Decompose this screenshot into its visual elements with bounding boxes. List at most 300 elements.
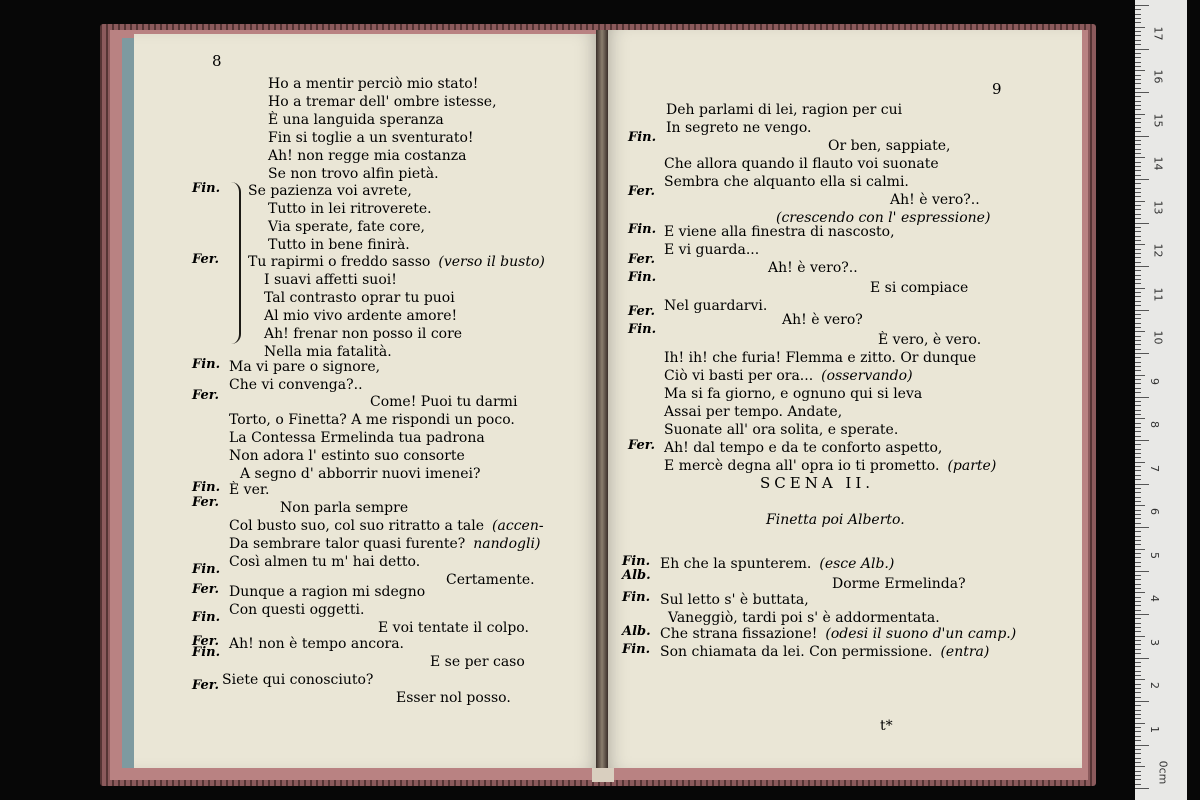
verse-line: [280, 500, 408, 516]
ruler-tick: [1135, 766, 1145, 767]
verse-line: [664, 368, 913, 384]
verse-text: È ver.: [229, 482, 270, 498]
ruler-tick: [1135, 9, 1141, 10]
speaker-label: Fin.: [192, 480, 221, 495]
verse-line: [828, 138, 950, 154]
stage-direction: nandogli): [473, 536, 541, 552]
left-page-number: 8: [212, 52, 222, 70]
ruler-number: 5: [1148, 551, 1161, 559]
ruler-tick: [1135, 427, 1141, 428]
ruler-tick: [1135, 131, 1141, 132]
verse-text: Son chiamata da lei. Con permissione.: [660, 644, 933, 660]
speaker-label: Fin.: [192, 645, 221, 660]
ruler-number: 11: [1151, 287, 1165, 301]
verse-line: [878, 332, 981, 348]
verse-text: Certamente.: [446, 572, 535, 588]
verse-line: [264, 290, 455, 306]
verse-line: [264, 308, 457, 324]
verse-line: [660, 556, 894, 572]
verse-line: [378, 620, 529, 636]
ruler-number: 0cm: [1156, 760, 1170, 785]
ruler-tick: [1135, 283, 1141, 284]
ruler-tick: [1135, 218, 1141, 219]
verse-text: Ah! dal tempo e da te conforto aspetto,: [664, 440, 943, 456]
ruler-tick: [1135, 631, 1141, 632]
verse-line: [268, 237, 410, 253]
ruler-number: 7: [1148, 464, 1161, 472]
verse-line: [664, 422, 898, 438]
ruler-tick: [1135, 697, 1141, 698]
verse-text: E si compiace: [870, 280, 969, 296]
verse-line: [268, 94, 497, 110]
ruler-tick: [1135, 327, 1141, 328]
ruler-tick: [1135, 179, 1149, 180]
speaker-label: Fer.: [192, 252, 219, 267]
ruler-tick: [1135, 658, 1149, 659]
ruler-tick: [1135, 675, 1141, 676]
speaker-label: Fin.: [628, 222, 657, 237]
speaker-label: Fin.: [622, 642, 651, 657]
speaker-label: Alb.: [622, 568, 651, 583]
verse-line: [782, 312, 863, 328]
speaker-label: Fin.: [628, 270, 657, 285]
verse-text: Così almen tu m' hai detto.: [229, 554, 421, 570]
ruler-tick: [1135, 353, 1149, 354]
ruler-number: 9: [1148, 377, 1161, 385]
ruler-tick: [1135, 270, 1141, 271]
ruler-tick: [1135, 723, 1145, 724]
ruler-tick: [1135, 514, 1141, 515]
ruler-tick: [1135, 249, 1141, 250]
verse-text: Da sembrare talor quasi furente?: [229, 536, 466, 552]
ruler-tick: [1135, 231, 1141, 232]
ruler-tick: [1135, 579, 1141, 580]
verse-text: Al mio vivo ardente amore!: [264, 308, 458, 324]
verse-text: Nel guardarvi.: [664, 298, 768, 314]
right-page-number: 9: [992, 80, 1002, 98]
ruler-tick: [1135, 627, 1141, 628]
ruler-number: 6: [1148, 508, 1161, 515]
verse-text: E viene alla finestra di nascosto,: [664, 224, 895, 240]
speaker-label: Alb.: [622, 624, 651, 639]
ruler-tick: [1135, 305, 1141, 306]
ruler-tick: [1135, 127, 1141, 128]
ruler-tick: [1135, 410, 1141, 411]
verse-text: Ah! non è tempo ancora.: [229, 636, 404, 652]
verse-text: Ih! ih! che furia! Flemma e zitto. Or dunque: [664, 350, 977, 366]
ruler-tick: [1135, 244, 1145, 245]
verse-text: E voi tentate il colpo.: [378, 620, 529, 636]
verse-text: Che strana fissazione!: [660, 626, 818, 642]
ruler-tick: [1135, 292, 1141, 293]
verse-text: Vaneggiò, tardi poi s' è addormentata.: [668, 610, 940, 626]
verse-line: [229, 448, 465, 464]
ruler-tick: [1135, 614, 1149, 615]
ruler-tick: [1135, 588, 1141, 589]
ruler-tick: [1135, 718, 1141, 719]
ruler-tick: [1135, 431, 1141, 432]
ruler-tick: [1135, 788, 1149, 789]
ruler-number: 8: [1148, 421, 1161, 428]
ruler-tick: [1135, 671, 1141, 672]
ruler-tick: [1135, 549, 1145, 550]
ruler-tick: [1135, 49, 1149, 50]
speaker-label: Fin.: [628, 130, 657, 145]
verse-line: [664, 386, 922, 402]
ruler-tick: [1135, 623, 1141, 624]
verse-text: Sembra che alquanto ella si calmi.: [664, 174, 909, 190]
ruler-tick: [1135, 88, 1141, 89]
verse-line: [229, 412, 515, 428]
ruler-tick: [1135, 536, 1141, 537]
verse-text: Ho a mentir perciò mio stato!: [268, 76, 479, 92]
ruler-tick: [1135, 501, 1141, 502]
verse-line: [264, 272, 397, 288]
ruler-tick: [1135, 344, 1141, 345]
book-gutter: [596, 30, 608, 775]
signature-mark: t*: [880, 718, 893, 734]
verse-line: [268, 219, 425, 235]
ruler-tick: [1135, 170, 1141, 171]
verse-text: È vero, è vero.: [878, 332, 982, 348]
ruler-number: 15: [1151, 113, 1165, 127]
verse-text: Sul letto s' è buttata,: [660, 592, 809, 608]
verse-line: [268, 166, 439, 182]
ruler-tick: [1135, 544, 1141, 545]
scene-subtitle: Finetta poi Alberto.: [766, 512, 905, 528]
ruler-tick: [1135, 562, 1141, 563]
ruler-tick: [1135, 53, 1141, 54]
verse-line: [660, 644, 989, 660]
verse-text: Tu rapirmi o freddo sasso: [248, 254, 431, 270]
verse-text: Se non trovo alfin pietà.: [268, 166, 439, 182]
ruler-number: 4: [1148, 595, 1161, 602]
speaker-label: Fer.: [192, 634, 219, 649]
verse-line: [268, 148, 466, 164]
verse-text: Non adora l' estinto suo consorte: [229, 448, 465, 464]
verse-line: [229, 636, 404, 652]
verse-text: Tutto in bene finirà.: [268, 237, 410, 253]
verse-line: [664, 242, 759, 258]
ruler-tick: [1135, 649, 1141, 650]
verse-text: Tutto in lei ritroverete.: [268, 201, 432, 217]
ruler-tick: [1135, 27, 1145, 28]
ruler-tick: [1135, 196, 1141, 197]
ruler-tick: [1135, 209, 1141, 210]
ruler-tick: [1135, 571, 1149, 572]
ruler-tick: [1135, 101, 1141, 102]
speaker-label: Fin.: [622, 554, 651, 569]
verse-text: Ma si fa giorno, e ognuno qui si leva: [664, 386, 923, 402]
ruler-tick: [1135, 745, 1149, 746]
ruler-tick: [1135, 109, 1141, 110]
speaker-label: Fer.: [628, 252, 655, 267]
verse-text: E vi guarda...: [664, 242, 760, 258]
ruler-tick: [1135, 388, 1141, 389]
speaker-label: Fer.: [192, 495, 219, 510]
ruler-tick: [1135, 692, 1141, 693]
ruler-tick: [1135, 566, 1141, 567]
ruler-tick: [1135, 705, 1141, 706]
verse-line: [229, 359, 380, 375]
verse-text: Ah! è vero?..: [890, 192, 980, 208]
verse-line: [248, 183, 412, 199]
ruler-tick: [1135, 183, 1141, 184]
verse-text: Col busto suo, col suo ritratto a tale: [229, 518, 485, 534]
verse-line: [446, 572, 535, 588]
verse-line: [890, 192, 980, 208]
stage-direction: (parte): [947, 458, 997, 474]
ruler-tick: [1135, 275, 1141, 276]
verse-line: [430, 654, 525, 670]
verse-text: Torto, o Finetta? A me rispondi un poco.: [229, 412, 515, 428]
ruler-tick: [1135, 688, 1141, 689]
ruler-tick: [1135, 296, 1141, 297]
ruler-tick: [1135, 518, 1141, 519]
verse-line: [664, 404, 842, 420]
speaker-label: Fin.: [628, 322, 657, 337]
ruler-number: 12: [1151, 243, 1165, 258]
verse-line: [264, 344, 392, 360]
ruler-tick: [1135, 340, 1141, 341]
verse-line: [664, 458, 996, 474]
ruler-tick: [1135, 105, 1141, 106]
speaker-label: Fer.: [192, 388, 219, 403]
speaker-label: Fin.: [192, 357, 221, 372]
verse-line: [264, 326, 462, 342]
speaker-label: Fin.: [192, 181, 221, 196]
ruler-tick: [1135, 253, 1141, 254]
ruler-tick: [1135, 188, 1141, 189]
ruler-tick: [1135, 597, 1141, 598]
verse-text: Ah! frenar non posso il core: [264, 326, 463, 342]
speaker-label: Fin.: [192, 610, 221, 625]
verse-line: [666, 102, 902, 118]
ruler-tick: [1135, 118, 1141, 119]
ruler-tick: [1135, 323, 1141, 324]
verse-text: Ma vi pare o signore,: [229, 359, 381, 375]
ruler-tick: [1135, 166, 1141, 167]
ruler-number: 16: [1151, 69, 1165, 84]
ruler-tick: [1135, 484, 1149, 485]
verse-line: [222, 672, 373, 688]
speaker-label: Fin.: [192, 562, 221, 577]
verse-text: Con questi oggetti.: [229, 602, 365, 618]
verse-line: [229, 377, 363, 393]
ruler-tick: [1135, 201, 1145, 202]
ruler-tick: [1135, 40, 1141, 41]
ruler-tick: [1135, 684, 1141, 685]
verse-line: [229, 554, 420, 570]
ruler-tick: [1135, 453, 1141, 454]
ruler-tick: [1135, 318, 1141, 319]
ruler-tick: [1135, 397, 1149, 398]
ruler-tick: [1135, 497, 1141, 498]
ruler-tick: [1135, 66, 1141, 67]
ruler-tick: [1135, 149, 1141, 150]
ruler-tick: [1135, 436, 1141, 437]
ruler-tick: [1135, 301, 1141, 302]
ruler-tick: [1135, 592, 1145, 593]
speaker-label: Fer.: [628, 304, 655, 319]
ruler-tick: [1135, 240, 1141, 241]
ruler-tick: [1135, 157, 1145, 158]
ruler-tick: [1135, 771, 1141, 772]
verse-line: [240, 466, 480, 482]
speaker-label: Fer.: [628, 438, 655, 453]
ruler-tick: [1135, 740, 1141, 741]
ruler-tick: [1135, 584, 1141, 585]
ruler-tick: [1135, 144, 1141, 145]
ruler-tick: [1135, 553, 1141, 554]
spine-headband: [592, 768, 614, 782]
verse-line: [664, 174, 909, 190]
scene-title: SCENA II.: [760, 474, 875, 492]
ruler-number: 13: [1151, 200, 1165, 214]
ruler-tick: [1135, 379, 1141, 380]
verse-text: Eh che la spunterem.: [660, 556, 812, 572]
verse-text: I suavi affetti suoi!: [264, 272, 397, 288]
ruler-tick: [1135, 662, 1141, 663]
ruler-tick: [1135, 288, 1145, 289]
verse-line: [396, 690, 511, 706]
ruler-tick: [1135, 449, 1141, 450]
ruler-tick: [1135, 257, 1141, 258]
ruler-tick: [1135, 140, 1141, 141]
ruler-tick: [1135, 540, 1141, 541]
verse-line: [664, 224, 895, 240]
verse-text: Ah! è vero?..: [768, 260, 858, 276]
ruler-tick: [1135, 70, 1145, 71]
verse-text: Siete qui conosciuto?: [222, 672, 374, 688]
ruler-number: 17: [1151, 26, 1165, 40]
ruler-tick: [1135, 357, 1141, 358]
ruler-tick: [1135, 96, 1141, 97]
verse-text: Che vi convenga?..: [229, 377, 363, 393]
ruler-tick: [1135, 736, 1141, 737]
speaker-label: Fer.: [628, 184, 655, 199]
verse-line: [268, 201, 432, 217]
verse-line: [666, 120, 811, 136]
ruler-tick: [1135, 605, 1141, 606]
speaker-label: Fer.: [192, 678, 219, 693]
ruler-tick: [1135, 492, 1141, 493]
ruler-tick: [1135, 18, 1141, 19]
ruler-tick: [1135, 162, 1141, 163]
ruler-tick: [1135, 331, 1145, 332]
verse-line: [660, 626, 1016, 642]
verse-text: E se per caso: [430, 654, 525, 670]
ruler-tick: [1135, 153, 1141, 154]
verse-text: Non parla sempre: [280, 500, 409, 516]
verse-line: [248, 254, 545, 270]
ruler-tick: [1135, 75, 1141, 76]
verse-line: [229, 482, 269, 498]
ruler-number: 2: [1148, 682, 1161, 689]
ruler-tick: [1135, 362, 1141, 363]
ruler-tick: [1135, 457, 1141, 458]
ruler-tick: [1135, 727, 1141, 728]
ruler-tick: [1135, 444, 1141, 445]
ruler-tick: [1135, 640, 1141, 641]
ruler-tick: [1135, 136, 1149, 137]
ruler-tick: [1135, 405, 1141, 406]
verse-line: [229, 584, 425, 600]
ruler-tick: [1135, 192, 1141, 193]
ruler-number: 10: [1151, 330, 1165, 345]
ruler-tick: [1135, 527, 1149, 528]
verse-line: [229, 518, 544, 534]
verse-text: Dunque a ragion mi sdegno: [229, 584, 426, 600]
ruler-tick: [1135, 601, 1141, 602]
ruler-tick: [1135, 370, 1141, 371]
ruler-tick: [1135, 749, 1141, 750]
verse-line: [660, 592, 809, 608]
verse-line: [664, 156, 939, 172]
speaker-label: Fer.: [192, 582, 219, 597]
verse-line: [268, 130, 474, 146]
ruler-tick: [1135, 636, 1145, 637]
ruler-tick: [1135, 214, 1141, 215]
verse-text: Tal contrasto oprar tu puoi: [264, 290, 455, 306]
ruler-tick: [1135, 779, 1141, 780]
verse-text: Esser nol posso.: [396, 690, 511, 706]
ruler-tick: [1135, 349, 1141, 350]
ruler-tick: [1135, 701, 1149, 702]
ruler-tick: [1135, 479, 1141, 480]
verse-text: Se pazienza voi avrete,: [248, 183, 412, 199]
ruler-tick: [1135, 762, 1141, 763]
ruler-tick: [1135, 423, 1141, 424]
measurement-ruler: [1135, 0, 1187, 800]
ruler-tick: [1135, 475, 1141, 476]
ruler-tick: [1135, 279, 1141, 280]
ruler-tick: [1135, 531, 1141, 532]
verse-line: [668, 610, 940, 626]
ruler-tick: [1135, 775, 1141, 776]
ruler-tick: [1135, 679, 1145, 680]
verse-text: Fin si toglie a un sventurato!: [268, 130, 474, 146]
ruler-tick: [1135, 466, 1141, 467]
verse-text: Suonate all' ora solita, e sperate.: [664, 422, 899, 438]
ruler-tick: [1135, 375, 1145, 376]
verse-line: [229, 602, 364, 618]
ruler-tick: [1135, 392, 1141, 393]
stage-direction: (accen-: [492, 518, 544, 534]
verse-text: Dorme Ermelinda?: [832, 576, 966, 592]
ruler-tick: [1135, 505, 1145, 506]
verse-text: Nella mia fatalità.: [264, 344, 392, 360]
duet-brace: [231, 182, 241, 344]
ruler-tick: [1135, 83, 1141, 84]
ruler-tick: [1135, 470, 1141, 471]
stage-direction: (entra): [940, 644, 990, 660]
ruler-number: 3: [1148, 638, 1161, 646]
speaker-label: Fin.: [622, 590, 651, 605]
ruler-tick: [1135, 644, 1141, 645]
ruler-tick: [1135, 784, 1141, 785]
ruler-tick: [1135, 523, 1141, 524]
verse-text: Assai per tempo. Andate,: [664, 404, 843, 420]
ruler-tick: [1135, 753, 1141, 754]
ruler-tick: [1135, 5, 1149, 6]
ruler-tick: [1135, 122, 1141, 123]
ruler-tick: [1135, 114, 1145, 115]
verse-line: [268, 112, 444, 128]
ruler-tick: [1135, 488, 1141, 489]
ruler-tick: [1135, 266, 1149, 267]
stage-direction: (odesi il suono d'un camp.): [825, 626, 1017, 642]
